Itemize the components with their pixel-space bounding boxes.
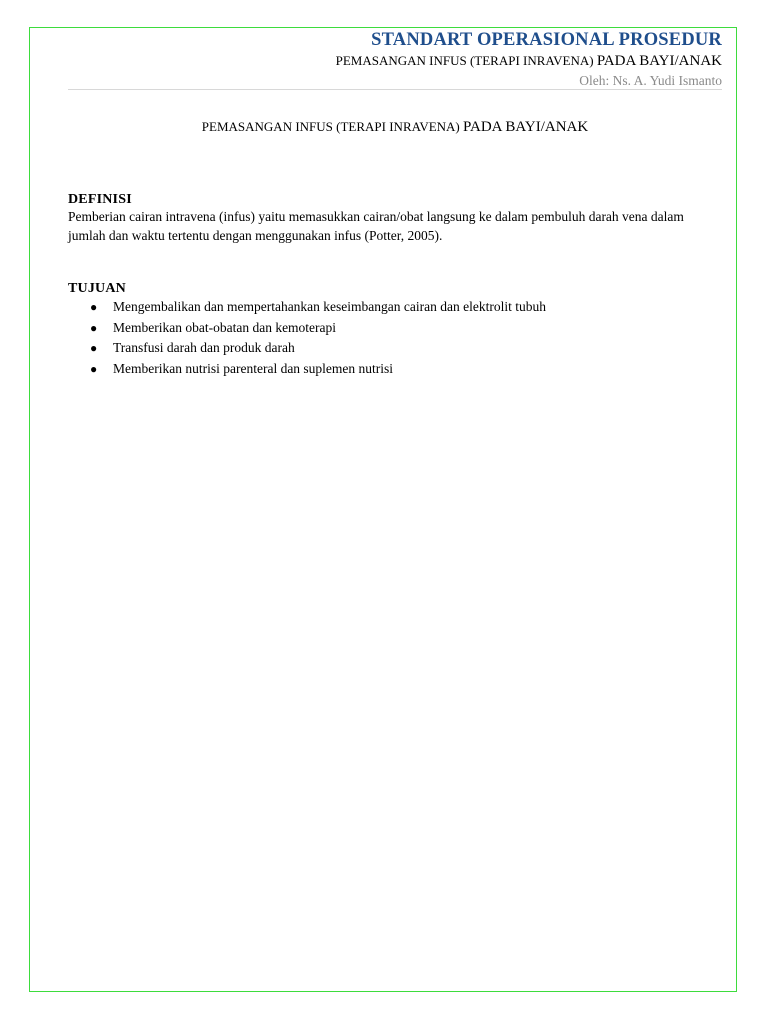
tujuan-heading: TUJUAN (68, 281, 126, 296)
document-title-rest: PADA BAYI/ANAK (463, 119, 589, 135)
bullet-icon: ● (90, 361, 98, 376)
header-author: Oleh: Ns. A. Yudi Ismanto (579, 73, 722, 88)
definisi-section (68, 191, 722, 245)
header-title: STANDART OPERASIONAL PROSEDUR (371, 30, 722, 50)
bullet-icon: ● (90, 300, 98, 314)
header-subtitle-rest: PADA BAYI/ANAK (596, 53, 722, 69)
list-item-text: Memberikan obat-obatan dan kemoterapi (113, 319, 337, 335)
list-item (68, 338, 722, 359)
bullet-icon: ● (90, 341, 98, 355)
tujuan-section (68, 280, 722, 379)
definisi-body: Pemberian cairan intravena (infus) yaitu memasukkan cairan/obat langsung ke dalam pembuluh darah vena dalam jumlah dan waktu tertentu dengan menggunakan infus (Potter, 2005). (68, 209, 684, 243)
list-item-text: Mengembalikan dan mempertahankan keseimbangan cairan dan elektrolit tubuh (113, 299, 546, 314)
list-item-text: Memberikan nutrisi parenteral dan suplemen nutrisi (113, 360, 394, 376)
header-subtitle-caps: PEMASANGAN INFUS (TERAPI INRAVENA) (335, 53, 597, 68)
list-item-text: Transfusi darah dan produk darah (113, 340, 295, 355)
list-item (68, 359, 722, 380)
list-item (68, 318, 722, 339)
document-header (68, 28, 722, 90)
header-divider (68, 89, 722, 90)
tujuan-list (68, 297, 722, 379)
definisi-heading: DEFINISI (68, 192, 132, 207)
header-subtitle (68, 51, 722, 71)
document-title-caps: PEMASANGAN INFUS (TERAPI INRAVENA) (201, 119, 464, 134)
bullet-icon: ● (90, 320, 98, 335)
page-border (29, 27, 737, 992)
list-item (68, 297, 722, 318)
document-title (68, 117, 722, 137)
